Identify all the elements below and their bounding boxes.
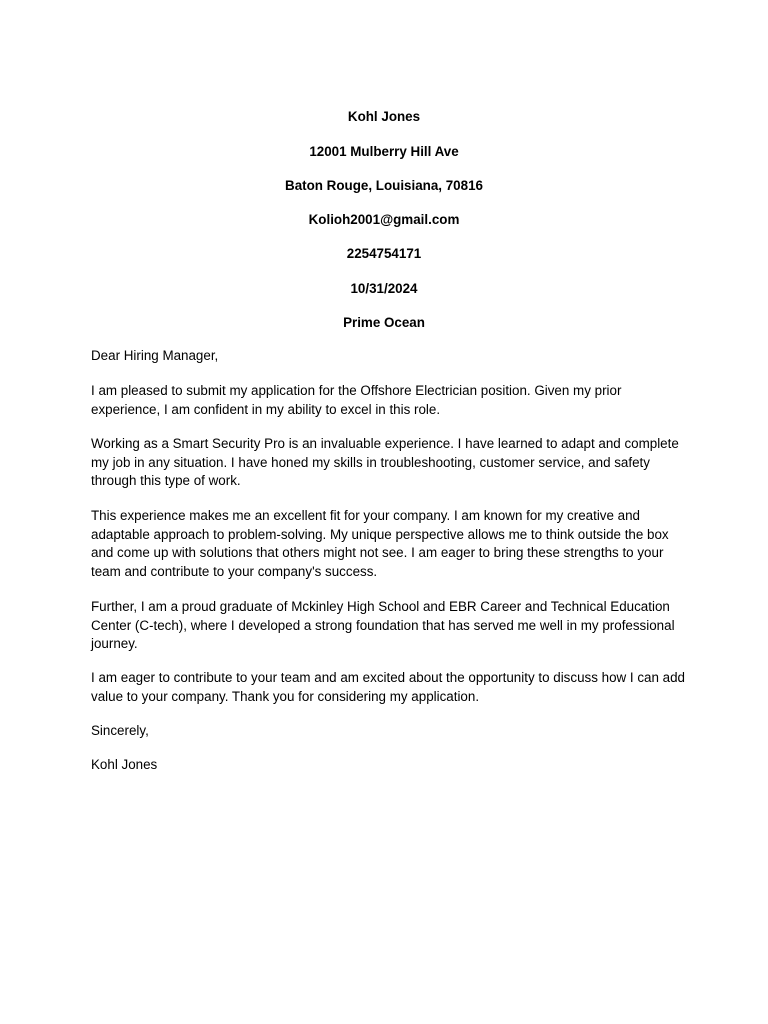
- salutation: Dear Hiring Manager,: [91, 348, 219, 363]
- paragraph-experience: Working as a Smart Security Pro is an invaluable experience. I have learned to adapt and complete my job in any situation. I have honed my skills in troubleshooting, customer service, and safety through this type of work.: [91, 436, 679, 488]
- paragraph-fit: This experience makes me an excellent fit for your company. I am known for my creative and adaptable approach to problem-solving. My unique perspective allows me to think outside the box and come up with solutions that others might not see. I am eager to bring these strengths to your team and contribute to your company's success.: [91, 508, 669, 579]
- paragraph-intro: I am pleased to submit my application for the Offshore Electrician position. Given my prior experience, I am confident in my ability to excel in this role.: [91, 383, 622, 417]
- paragraph-closing: I am eager to contribute to your team and am excited about the opportunity to discuss how I can add value to your company. Thank you for considering my application.: [91, 670, 686, 704]
- sender-name: Kohl Jones: [347, 109, 421, 124]
- signature: Kohl Jones: [91, 757, 158, 772]
- closing: Sincerely,: [91, 723, 149, 738]
- letter-date: 10/31/2024: [350, 281, 418, 296]
- sender-phone: 2254754171: [346, 246, 422, 261]
- paragraph-education: Further, I am a proud graduate of Mckinley High School and EBR Career and Technical Education Center (C-tech), where I developed a strong foundation that has served me well in my professional journey.: [91, 599, 675, 651]
- recipient-company: Prime Ocean: [343, 315, 425, 330]
- sender-city-state-zip: Baton Rouge, Louisiana, 70816: [285, 178, 483, 193]
- sender-street: 12001 Mulberry Hill Ave: [309, 144, 459, 159]
- sender-email: Kolioh2001@gmail.com: [308, 212, 460, 227]
